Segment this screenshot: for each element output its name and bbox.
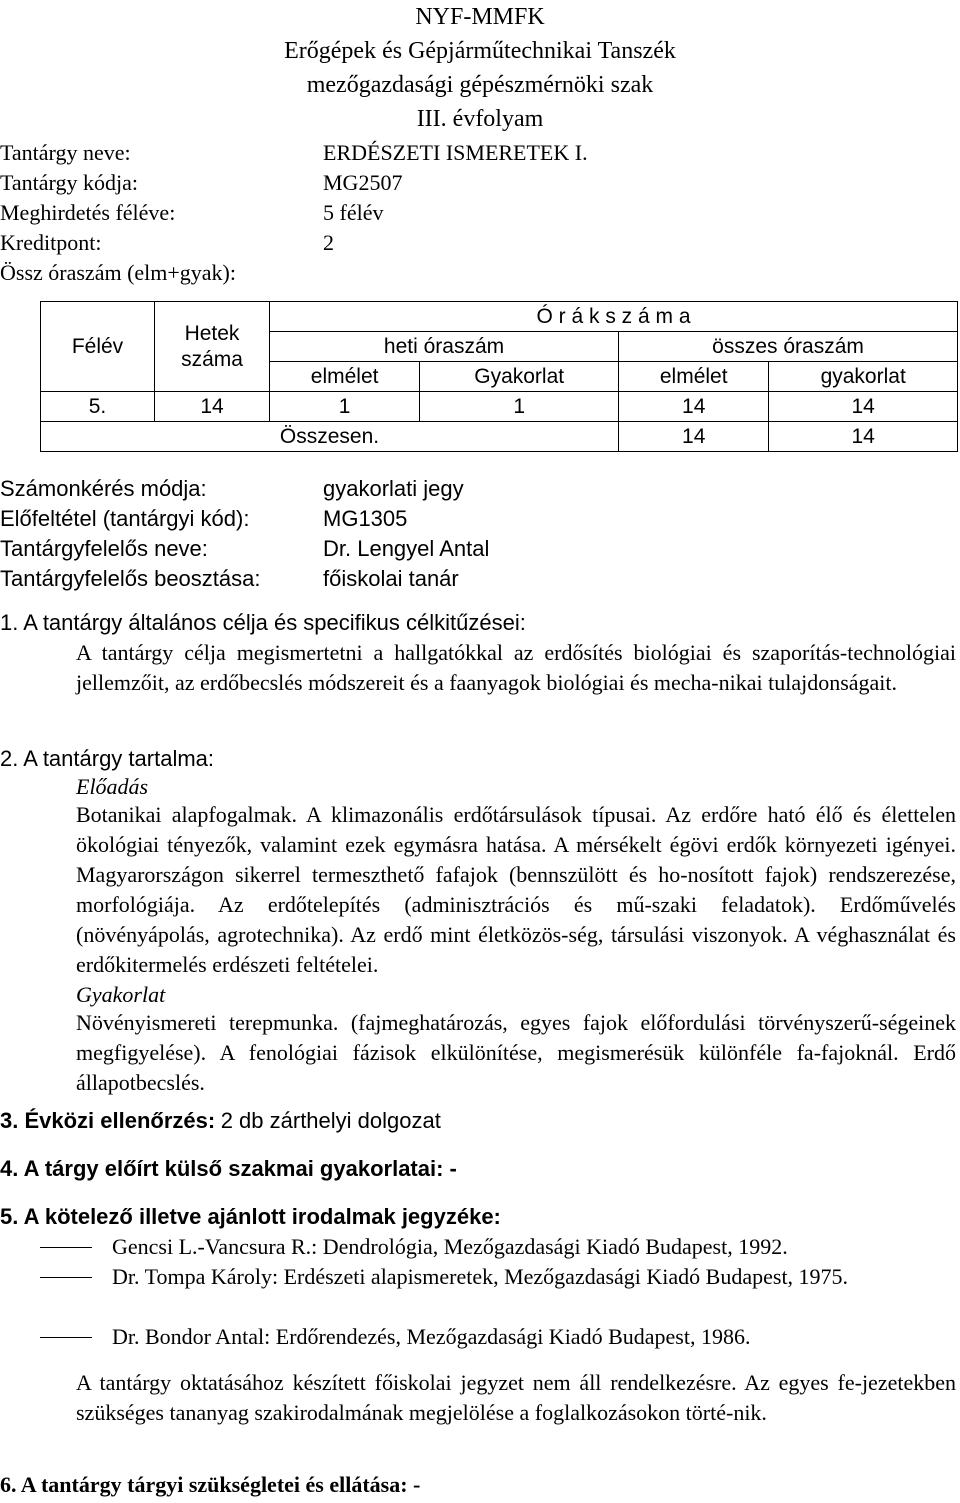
- table-cell: 14: [155, 392, 270, 422]
- practice-subtitle: Gyakorlat: [76, 982, 166, 1007]
- table-cell: 1: [270, 392, 420, 422]
- document-header: [0, 0, 960, 136]
- section-1-title: 1. A tantárgy általános célja és specifikus célkitűzései:: [0, 610, 526, 635]
- table-cell: 5.: [41, 392, 155, 422]
- section-2-title: 2. A tantárgy tartalma:: [0, 746, 215, 771]
- position-label: Tantárgyfelelős beosztása:: [0, 566, 261, 591]
- section-6-title: 6. A tantárgy tárgyi szükségletei és ellátása: -: [0, 1472, 421, 1497]
- responsible-label: Tantárgyfelelős neve:: [0, 536, 208, 561]
- exam-label: Számonkérés módja:: [0, 476, 207, 501]
- table-cell: 14: [619, 392, 769, 422]
- lecture-text: Botanikai alapfogalmak. A klimazonális erdőtársulások típusai. Az erdőre ható élő és élettelen ökológiai tényezők, valamint ezek egymásra hatása. A mérsékelt égövi erdők környezeti igényei. Magyarországon sikerrel termeszthető fafajok (bennszülött és ho-nosított fajok) rendszerezése, morfológiája. Az erdőtelepítés (adminisztrációs és mű-szaki feladatok). Erdőművelés (növényápolás, agrotechnika). Az erdő mint életközös-ség, társulási viszonyok. A véghasználat és erdőkitermelés erdészeti feltételei.: [76, 802, 956, 977]
- literature-item: Gencsi L.-Vancsura R.: Dendrológia, Mezőgazdasági Kiadó Budapest, 1992.: [112, 1234, 788, 1259]
- course-name-value: ERDÉSZETI ISMERETEK I.: [323, 140, 588, 165]
- total-label: Összesen.: [41, 422, 619, 452]
- literature-item: Dr. Bondor Antal: Erdőrendezés, Mezőgazdasági Kiadó Budapest, 1986.: [112, 1324, 751, 1349]
- dash-bullet: [40, 1247, 92, 1248]
- department-name: Erőgépek és Gépjárműtechnikai Tanszék: [284, 38, 676, 64]
- total-practice-header: gyakorlat: [769, 362, 958, 392]
- dash-bullet: [40, 1337, 92, 1338]
- practice-text: Növényismereti terepmunka. (fajmeghatározás, egyes fajok előfordulási törvényszerű-ségeinek megfigyelése). A fenológiai fázisok elkülönítése, megismerésük különféle fa-fajoknál. Erdő állapotbecslés.: [76, 1010, 956, 1095]
- year-name: III. évfolyam: [416, 106, 544, 132]
- list-item: [0, 1322, 960, 1352]
- semester-header: Félév: [41, 302, 155, 392]
- weekly-theory-header: elmélet: [270, 362, 420, 392]
- section-3-value: 2 db zárthelyi dolgozat: [220, 1108, 441, 1133]
- hours-header: Ó r á k s z á m a: [270, 302, 958, 332]
- total-theory-value: 14: [619, 422, 769, 452]
- section-5-title: 5. A kötelező illetve ajánlott irodalmak jegyzéke:: [0, 1204, 501, 1229]
- section-3-title: 3. Évközi ellenőrzés:: [0, 1108, 216, 1133]
- total-hours-header: összes óraszám: [619, 332, 958, 362]
- course-code-value: MG2507: [323, 170, 403, 195]
- prereq-value: MG1305: [323, 506, 408, 531]
- credit-label: Kreditpont:: [0, 230, 102, 255]
- weeks-header: Hetek száma: [155, 302, 270, 392]
- note-text: A tantárgy oktatásához készített főiskolai jegyzet nem áll rendelkezésre. Az egyes fe-jezetekben szükséges tananyag szakirodalmának megjelölése a foglalkozásokon törté-nik.: [76, 1370, 956, 1425]
- total-hours-label: Össz óraszám (elm+gyak):: [0, 260, 236, 285]
- section-4-title: 4. A tárgy előírt külső szakmai gyakorlatai: -: [0, 1156, 457, 1181]
- total-practice-value: 14: [769, 422, 958, 452]
- program-name: mezőgazdasági gépészmérnöki szak: [306, 72, 654, 98]
- list-item: [0, 1232, 960, 1262]
- hours-table: [40, 301, 958, 452]
- semester-value: 5 félév: [323, 200, 384, 225]
- institution-name: NYF-MMFK: [415, 4, 545, 30]
- course-name-label: Tantárgy neve:: [0, 140, 131, 165]
- literature-item: Dr. Tompa Károly: Erdészeti alapismeretek, Mezőgazdasági Kiadó Budapest, 1975.: [112, 1264, 849, 1289]
- position-value: főiskolai tanár: [323, 566, 459, 591]
- course-code-label: Tantárgy kódja:: [0, 170, 138, 195]
- list-item: [0, 1262, 960, 1322]
- table-cell: 1: [420, 392, 619, 422]
- prereq-label: Előfeltétel (tantárgyi kód):: [0, 506, 250, 531]
- lecture-subtitle: Előadás: [76, 774, 149, 799]
- total-theory-header: elmélet: [619, 362, 769, 392]
- credit-value: 2: [323, 230, 334, 255]
- weekly-practice-header: Gyakorlat: [420, 362, 619, 392]
- section-3: [0, 1106, 441, 1136]
- section-1-text: A tantárgy célja megismertetni a hallgatókkal az erdősítés biológiai és szaporítás-technológiai jellemzőit, az erdőbecslés módszereit és a faanyagok biológiai és mecha-nikai tulajdonságait.: [76, 640, 956, 695]
- semester-label: Meghirdetés féléve:: [0, 200, 176, 225]
- weekly-hours-header: heti óraszám: [270, 332, 619, 362]
- exam-value: gyakorlati jegy: [323, 476, 464, 501]
- dash-bullet: [40, 1277, 92, 1278]
- responsible-value: Dr. Lengyel Antal: [323, 536, 490, 561]
- table-cell: 14: [769, 392, 958, 422]
